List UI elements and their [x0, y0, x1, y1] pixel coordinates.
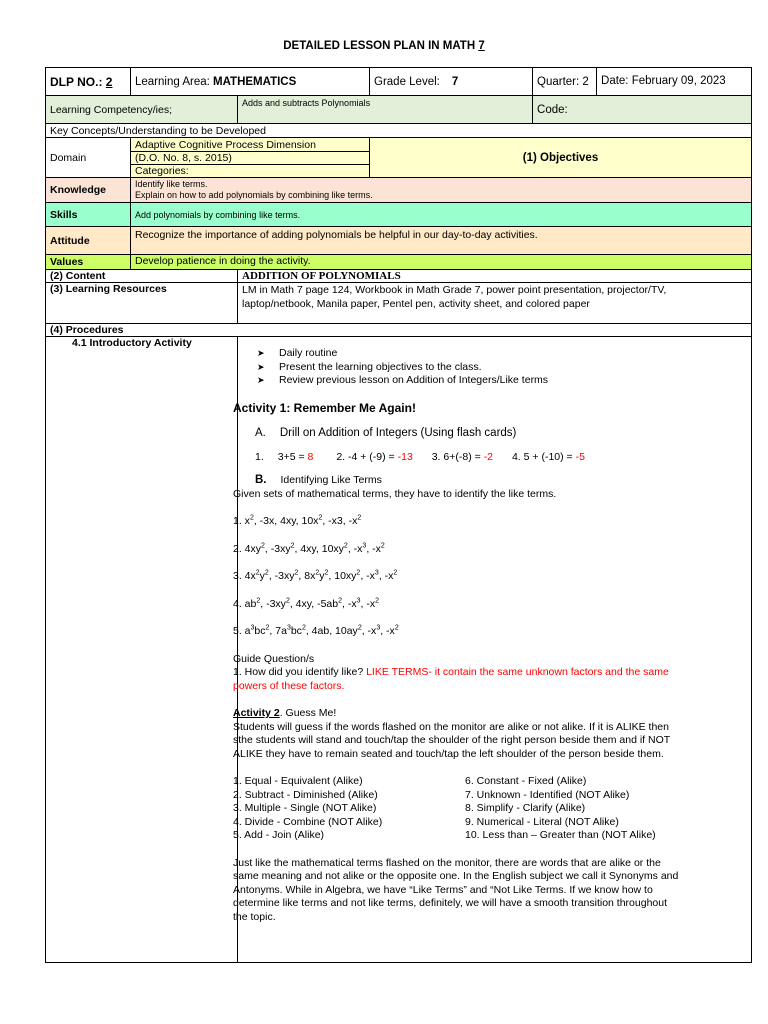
- closing-paragraph: Just like the mathematical terms flashed on the monitor, there are words that are alike or the same meaning and not alike or the opposite one. In the English subject we call it Synonyms and Antonyms. While in Algebra, we have “Like Terms” and “Not Like Terms. If we know how to determine like terms and not like terms, definitely, we will have a smooth transition throughout the topic.: [233, 856, 679, 923]
- bullet-item: ➤ Present the learning objectives to the class.: [257, 360, 482, 373]
- guide-title: Guide Question/s: [233, 652, 315, 665]
- term-set: 2. $4xy^2$, $-3xy^2$, 4xy, $10xy^2$, $-x^3$, $-x^2$: [233, 542, 385, 555]
- word-pair: 8. Simplify - Clarify (Alike): [465, 802, 586, 814]
- drill-heading: A. Drill on Addition of Integers (Using flash cards): [255, 427, 517, 439]
- word-pairs: [233, 775, 743, 843]
- word-pair: 5. Add - Join (Alike): [233, 829, 325, 841]
- competency-row: [46, 96, 752, 124]
- introductory-activity-content: [233, 347, 743, 924]
- domain-row-1: [46, 138, 752, 152]
- guide-answer-cont: powers of these factors.: [233, 679, 345, 692]
- term-set: 4. $ab^2$, $-3xy^2$, 4xy, $-5ab^2$, $-x^3$, $-x^2$: [233, 597, 379, 610]
- resources-label: (3) Learning Resources: [46, 283, 238, 324]
- do-reference: (D.O. No. 8, s. 2015): [131, 152, 370, 165]
- quarter-cell: Quarter: 2: [533, 68, 597, 96]
- grade-number: 7: [478, 40, 485, 52]
- drill-item: 2. -4 + (-9) = -13: [336, 450, 413, 463]
- introductory-activity-label: 4.1 Introductory Activity: [46, 337, 238, 963]
- arrow-bullet-icon: ➤: [257, 348, 265, 358]
- word-pair: 1. Equal - Equivalent (Alike): [233, 775, 363, 787]
- word-pair: 9. Numerical - Literal (NOT Alike): [465, 815, 619, 828]
- skills-label: Skills: [46, 203, 131, 227]
- drill-item: 3. 6+(-8) = -2: [431, 450, 494, 463]
- bullet-item: ➤ Review previous lesson on Addition of Integers/Like terms: [257, 374, 549, 386]
- resources-row: [46, 283, 752, 324]
- word-pair: 10. Less than – Greater than (NOT Alike): [465, 829, 656, 841]
- activity-2-title: Activity 2. Guess Me!: [233, 707, 337, 719]
- drill-item: 4. 5 + (-10) = -5: [511, 450, 585, 463]
- grade-level-cell: Grade Level: 7: [370, 68, 533, 96]
- learning-area-cell: Learning Area: MATHEMATICS: [131, 68, 370, 96]
- identify-heading: B. Identifying Like Terms: [255, 474, 382, 486]
- skills-row: [46, 203, 752, 227]
- guide-question: 1. How did you identify like? LIKE TERMS- it contain the same unknown factors and the same: [233, 666, 669, 678]
- term-set: 5. $a^3bc^2$, $7a^3bc^2$, 4ab, $10ay^2$, $-x^3$, $-x^2$: [233, 624, 399, 637]
- values-row: [46, 255, 752, 270]
- knowledge-label: Knowledge: [46, 178, 131, 203]
- values-label: Values: [46, 255, 131, 270]
- drill-item: 1. 3+5 = 8: [255, 450, 314, 463]
- domain-label: Domain: [46, 138, 131, 178]
- arrow-bullet-icon: ➤: [257, 361, 265, 372]
- attitude-row: [46, 227, 752, 255]
- dlp-number-cell: DLP NO.: 2: [46, 68, 131, 96]
- word-pair: 7. Unknown - Identified (NOT Alike): [465, 788, 630, 801]
- dimension-label: Adaptive Cognitive Process Dimension: [131, 138, 370, 152]
- word-pairs-left: [233, 775, 465, 843]
- word-pair: 4. Divide - Combine (NOT Alike): [233, 815, 383, 828]
- content-label: (2) Content: [46, 270, 238, 283]
- term-set: 3. $4x^2y^2$, $-3xy^2$, $8x^2y^2$, $10xy^2$, $-x^3$, $-x^2$: [233, 569, 398, 582]
- values-value: Develop patience in doing the activity.: [131, 255, 752, 270]
- attitude-label: Attitude: [46, 227, 131, 255]
- arrow-bullet-icon: ➤: [257, 375, 265, 385]
- procedures-row: [46, 324, 752, 337]
- objectives-heading: (1) Objectives: [370, 138, 752, 178]
- key-concepts-row: [46, 124, 752, 138]
- resources-value: LM in Math 7 page 124, Workbook in Math Grade 7, power point presentation, projector/TV, laptop/netbook, Manila paper, Pentel pen, activity sheet, and colored paper: [238, 283, 752, 324]
- key-concepts-label: Key Concepts/Understanding to be Developed: [46, 124, 752, 138]
- knowledge-row: [46, 178, 752, 203]
- drill-items: [233, 451, 743, 465]
- competency-value: Adds and subtracts Polynomials: [238, 96, 533, 124]
- word-pair: 3. Multiple - Single (NOT Alike): [233, 802, 377, 814]
- competency-label: Learning Competency/ies;: [46, 96, 238, 124]
- given-text: Given sets of mathematical terms, they have to identify the like terms.: [233, 487, 557, 500]
- activity-1-title: Activity 1: Remember Me Again!: [233, 400, 416, 415]
- content-row: [46, 270, 752, 283]
- word-pairs-right: [465, 775, 725, 843]
- procedures-label: (4) Procedures: [46, 324, 752, 337]
- bullet-item: ➤ Daily routine: [257, 347, 338, 359]
- word-pair: 2. Subtract - Diminished (Alike): [233, 788, 378, 801]
- code-cell: Code:: [533, 96, 752, 124]
- knowledge-value: Identify like terms. Explain on how to add polynomials by combining like terms.: [131, 178, 752, 203]
- date-cell: Date: February 09, 2023: [597, 68, 752, 96]
- activity-2-text: Students will guess if the words flashed on the monitor are alike or not alike. If it is ALIKE then sthe students will stand and touch/tap the shoulder of the right person beside them and if NOT ALIKE they have to remain seated and touch/tap the left shoulder of the person beside them.: [233, 720, 671, 760]
- header-row: [46, 68, 752, 96]
- attitude-value: Recognize the importance of adding polynomials be helpful in our day-to-day activities.: [131, 227, 752, 255]
- categories-label: Categories:: [131, 165, 370, 178]
- skills-value: Add polynomials by combining like terms.: [131, 203, 752, 227]
- term-set: 1. $x^2$, -3x, 4xy, $10x^2$, -x3, $-x^2$: [233, 514, 362, 527]
- word-pair: 6. Constant - Fixed (Alike): [465, 775, 587, 787]
- content-value: ADDITION OF POLYNOMIALS: [238, 270, 752, 283]
- document-title: DETAILED LESSON PLAN IN MATH 7: [283, 40, 485, 52]
